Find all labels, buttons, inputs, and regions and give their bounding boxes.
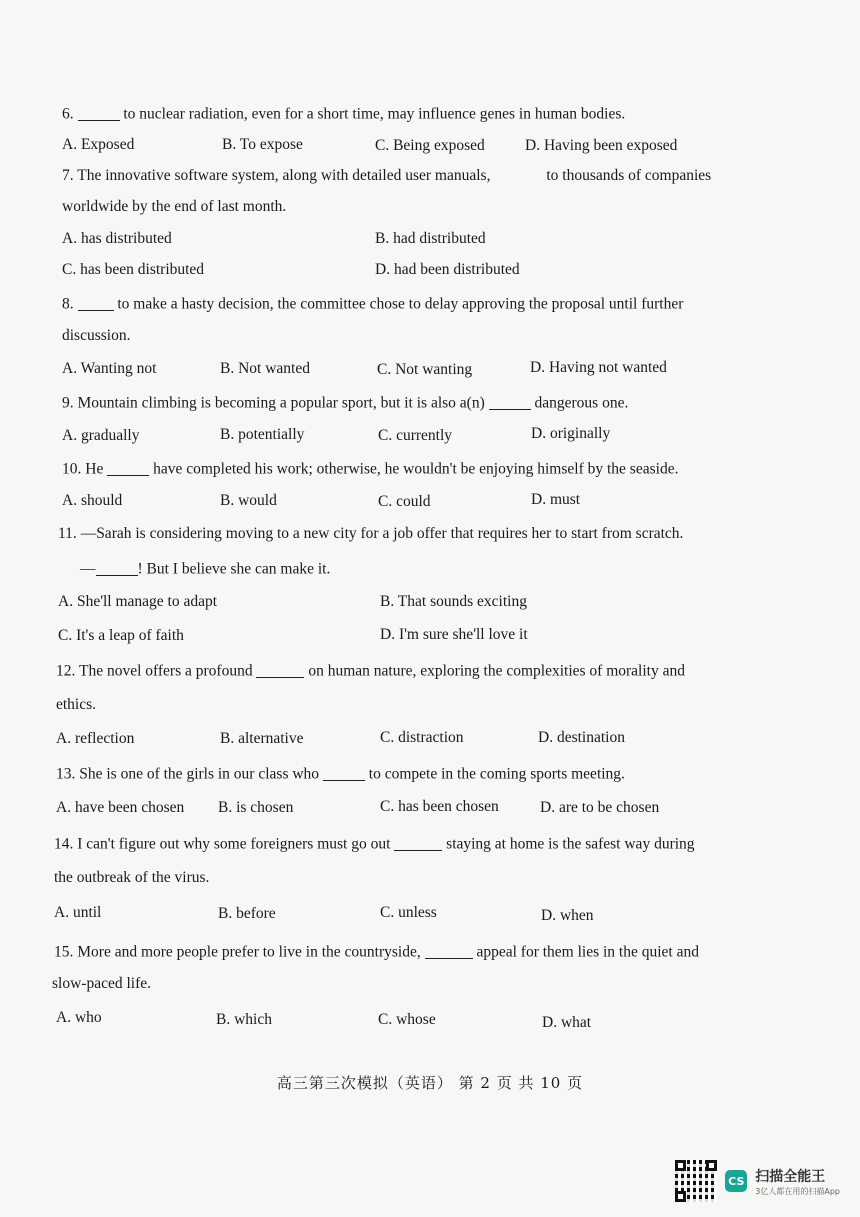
question-number: 15. [54, 943, 74, 961]
question-text: More and more people prefer to live in the countryside, [73, 943, 425, 961]
scanner-tagline: 3亿人都在用的扫描App [755, 1186, 840, 1196]
option-a: A. Exposed [62, 136, 135, 153]
option-a: A. until [54, 904, 102, 921]
option-b: B. before [218, 905, 276, 922]
question-11 [58, 525, 683, 543]
question-number: 9. [62, 394, 74, 412]
answer-blank [78, 104, 120, 121]
question-number: 14. [54, 835, 74, 853]
qr-code-icon [675, 1160, 717, 1202]
scanner-name: 扫描全能王 [755, 1168, 826, 1185]
option-c: C. Not wanting [377, 361, 473, 378]
option-d: D. must [531, 491, 581, 508]
question-7 [62, 167, 711, 185]
question-continuation [80, 559, 330, 579]
option-b: B. That sounds exciting [380, 593, 527, 610]
question-continuation: slow-paced life. [52, 975, 151, 992]
question-number: 6. [62, 105, 74, 123]
option-c: C. whose [378, 1011, 436, 1028]
option-d: D. are to be chosen [540, 799, 660, 816]
question-text: staying at home is the safest way during [442, 835, 695, 853]
answer-blank [394, 834, 442, 851]
option-c: C. has been chosen [380, 798, 499, 815]
option-a: A. gradually [62, 427, 140, 444]
option-b: B. potentially [220, 426, 305, 443]
option-b: B. Not wanted [220, 360, 310, 377]
question-continuation: ethics. [56, 696, 97, 713]
answer-blank [78, 294, 114, 311]
option-b: B. had distributed [375, 230, 486, 247]
option-d: D. when [541, 907, 594, 924]
option-c: C. distraction [380, 729, 464, 746]
option-b: B. alternative [220, 730, 304, 747]
option-d: D. originally [531, 425, 611, 442]
option-b: B. is chosen [218, 799, 294, 816]
question-6 [62, 104, 625, 124]
option-c: C. unless [380, 904, 437, 921]
question-number: 7. [62, 167, 74, 184]
option-d: D. destination [538, 729, 625, 746]
option-c: C. Being exposed [375, 137, 485, 154]
question-text: to compete in the coming sports meeting. [364, 765, 625, 783]
option-c: C. could [378, 493, 431, 510]
question-text: Mountain climbing is becoming a popular sport, but it is also a(n) [73, 394, 489, 412]
question-text: have completed his work; otherwise, he wouldn't be enjoying himself by the seaside. [149, 460, 679, 478]
option-d: D. Having been exposed [525, 137, 678, 154]
question-number: 13. [56, 765, 76, 783]
question-text: —Sarah is considering moving to a new city for a job offer that requires her to start from scratch. [76, 525, 684, 542]
camscanner-logo-icon: CS [725, 1170, 747, 1192]
question-text: She is one of the girls in our class who [75, 765, 323, 783]
option-a: A. Wanting not [62, 360, 157, 377]
question-10 [62, 459, 678, 479]
question-text: to nuclear radiation, even for a short time, may influence genes in human bodies. [119, 105, 626, 123]
question-14 [54, 834, 695, 854]
question-text: The novel offers a profound [75, 662, 257, 680]
question-9 [62, 393, 628, 413]
question-text: He [81, 460, 108, 478]
question-text: to make a hasty decision, the committee chose to delay approving the proposal until further [113, 295, 684, 313]
scanner-watermark [675, 1160, 840, 1202]
question-text: The innovative software system, along with detailed user manuals, [73, 167, 491, 184]
question-15 [54, 942, 699, 962]
option-c: C. has been distributed [62, 261, 205, 278]
option-d: D. I'm sure she'll love it [380, 626, 528, 643]
question-continuation: worldwide by the end of last month. [62, 198, 287, 215]
question-text: dangerous one. [530, 394, 629, 412]
answer-blank [323, 764, 365, 781]
question-continuation: the outbreak of the virus. [54, 869, 210, 886]
option-b: B. To expose [222, 136, 303, 153]
option-a: A. She'll manage to adapt [58, 593, 218, 610]
question-number: 8. [62, 295, 74, 313]
option-d: D. Having not wanted [530, 359, 667, 376]
option-a: A. reflection [56, 730, 135, 747]
option-b: B. would [220, 492, 277, 509]
question-13 [56, 764, 625, 784]
answer-blank [425, 942, 473, 959]
answer-blank [107, 459, 149, 476]
scanner-brand [755, 1166, 840, 1197]
option-a: A. should [62, 492, 123, 509]
page-footer: 高三第三次模拟（英语） 第 2 页 共 10 页 [276, 1074, 584, 1092]
question-number: 12. [56, 662, 76, 680]
answer-blank [489, 393, 531, 410]
question-number: 10. [62, 460, 82, 478]
question-continuation: discussion. [62, 327, 131, 344]
question-text: appeal for them lies in the quiet and [472, 943, 699, 961]
question-text: on human nature, exploring the complexities of morality and [304, 662, 685, 680]
option-c: C. currently [378, 427, 453, 444]
question-text: I can't figure out why some foreigners must go out [73, 835, 395, 853]
option-d: D. what [542, 1014, 592, 1031]
question-8 [62, 294, 683, 314]
option-b: B. which [216, 1011, 272, 1028]
dash: — [80, 560, 96, 578]
question-text: ! But I believe she can make it. [137, 560, 331, 578]
answer-blank [256, 661, 304, 678]
question-number: 11. [58, 525, 77, 542]
option-a: A. has distributed [62, 230, 172, 247]
option-d: D. had been distributed [375, 261, 520, 278]
question-text: to thousands of companies [542, 167, 712, 184]
answer-blank [96, 559, 138, 576]
question-12 [56, 661, 685, 681]
option-c: C. It's a leap of faith [58, 627, 184, 644]
option-a: A. have been chosen [56, 799, 185, 816]
option-a: A. who [56, 1009, 102, 1026]
